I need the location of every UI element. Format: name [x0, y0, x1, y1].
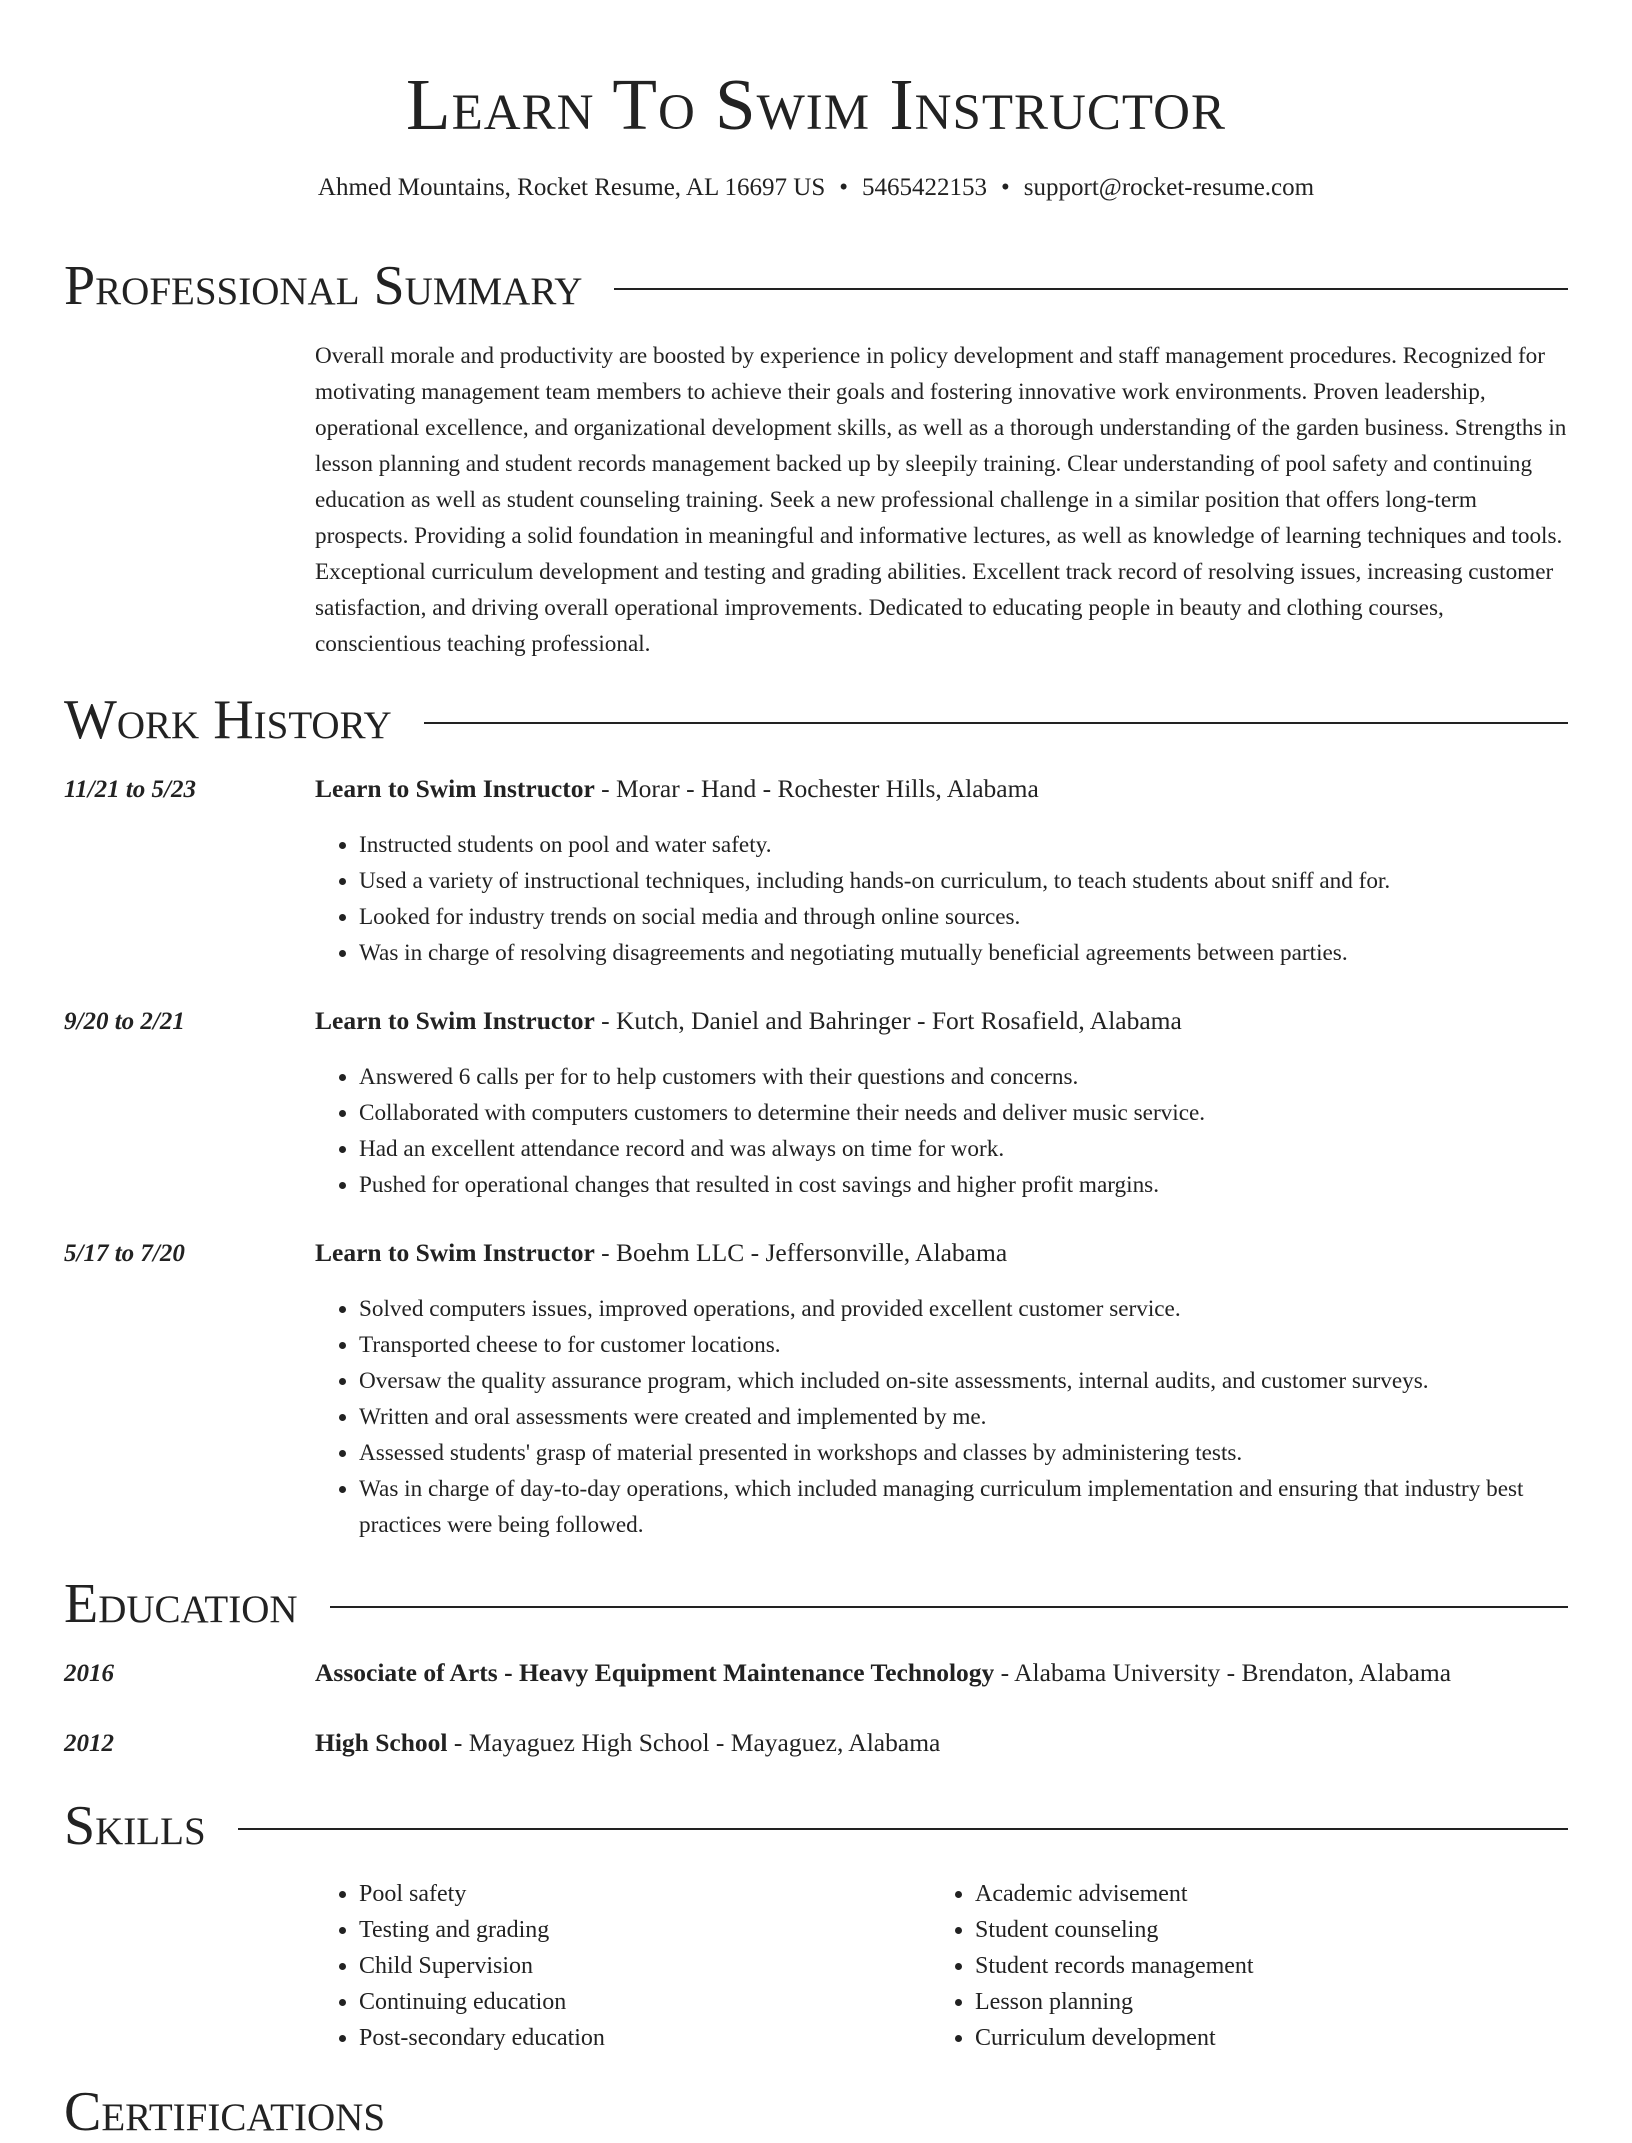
summary-heading: Professional Summary	[64, 255, 583, 317]
job-bullet: • Looked for industry trends on social media and through online sources.	[359, 899, 1568, 935]
education-entry	[315, 1658, 1451, 1688]
education-details: - Alabama University - Brendaton, Alabama	[994, 1658, 1452, 1687]
skills-list-right	[931, 1876, 1575, 2056]
candidate-name: Learn To Swim Instructor	[406, 64, 1226, 145]
job-title: Learn to Swim Instructor	[315, 774, 595, 803]
contact-phone: 5465422153	[862, 174, 988, 201]
job-details: - Morar - Hand - Rochester Hills, Alabama	[594, 774, 1039, 803]
section-divider	[614, 288, 1568, 290]
job-details: - Kutch, Daniel and Bahringer - Fort Rosafield, Alabama	[594, 1006, 1182, 1035]
skill-item: • Lesson planning	[975, 1984, 1575, 2020]
skill-item: • Academic advisement	[975, 1876, 1575, 1912]
job-bullet: • Was in charge of day-to-day operations, which included managing curriculum implementation and ensuring that industry best practices were being followed.	[359, 1471, 1568, 1543]
contact-separator: •	[1001, 174, 1010, 201]
job-bullet: • Pushed for operational changes that resulted in cost savings and higher profit margins.	[359, 1167, 1568, 1203]
skill-item: • Testing and grading	[359, 1912, 919, 1948]
skill-item: • Child Supervision	[359, 1948, 919, 1984]
skills-list-left	[315, 1876, 919, 2056]
job-dates: 11/21 to 5/23	[64, 776, 196, 803]
skill-item: • Post-secondary education	[359, 2020, 919, 2056]
job-dates: 9/20 to 2/21	[64, 1008, 185, 1035]
section-divider	[238, 1828, 1568, 1830]
job-heading	[315, 1238, 1007, 1268]
section-divider	[330, 1606, 1568, 1608]
contact-separator: •	[839, 174, 849, 201]
job-bullet: • Transported cheese to for customer locations.	[359, 1327, 1568, 1363]
education-entry	[315, 1728, 940, 1758]
skills-section-header	[64, 1796, 1568, 1856]
skill-item: • Student counseling	[975, 1912, 1575, 1948]
education-details: - Mayaguez High School - Mayaguez, Alabama	[447, 1728, 941, 1757]
work-section-header	[64, 690, 1568, 750]
section-divider	[424, 722, 1568, 724]
job-bullet: • Had an excellent attendance record and was always on time for work.	[359, 1131, 1568, 1167]
education-degree: High School	[315, 1728, 448, 1757]
job-bullet: • Instructed students on pool and water safety.	[359, 827, 1568, 863]
job-dates: 5/17 to 7/20	[64, 1240, 185, 1267]
education-year: 2012	[64, 1730, 114, 1757]
job-bullet: • Answered 6 calls per for to help customers with their questions and concerns.	[359, 1059, 1568, 1095]
job-title: Learn to Swim Instructor	[315, 1006, 595, 1035]
education-year: 2016	[64, 1660, 114, 1687]
job-bullets	[315, 1059, 1568, 1203]
job-heading	[315, 774, 1039, 804]
contact-address: Ahmed Mountains, Rocket Resume, AL 16697 US	[317, 174, 826, 201]
job-heading	[315, 1006, 1182, 1036]
job-bullet: • Used a variety of instructional techniques, including hands-on curriculum, to teach students about sniff and for.	[359, 863, 1568, 899]
certifications-heading: Certifications	[64, 2081, 386, 2143]
contact-email: support@rocket-resume.com	[1023, 174, 1315, 201]
job-bullets	[315, 1291, 1568, 1543]
job-title: Learn to Swim Instructor	[315, 1238, 595, 1267]
education-heading: Education	[64, 1573, 298, 1635]
job-details: - Boehm LLC - Jeffersonville, Alabama	[594, 1238, 1008, 1267]
contact-line	[64, 172, 1568, 204]
education-section-header	[64, 1574, 1568, 1634]
resume-page	[64, 0, 1568, 2143]
job-bullet: • Assessed students' grasp of material presented in workshops and classes by administering tests.	[359, 1435, 1568, 1471]
job-bullet: • Written and oral assessments were created and implemented by me.	[359, 1399, 1568, 1435]
summary-text: Overall morale and productivity are boosted by experience in policy development and staff management procedures. Recognized for motivating management team members to achieve their goals and fostering innovative work environments. Proven leadership, operational excellence, and organizational development skills, as well as a thorough understanding of the garden business. Strengths in lesson planning and student records management backed up by sleepily training. Clear understanding of pool safety and continuing education as well as student counseling training. Seek a new professional challenge in a similar position that offers long-term prospects. Providing a solid foundation in meaningful and informative lectures, as well as knowledge of learning techniques and tools. Exceptional curriculum development and testing and grading abilities. Excellent track record of resolving issues, increasing customer satisfaction, and driving overall operational improvements. Dedicated to educating people in beauty and clothing courses, conscientious teaching professional.	[315, 343, 1567, 657]
job-bullet: • Collaborated with computers customers to determine their needs and deliver music service.	[359, 1095, 1568, 1131]
certifications-section-header	[64, 2082, 1568, 2142]
job-bullet: • Solved computers issues, improved operations, and provided excellent customer service.	[359, 1291, 1568, 1327]
skill-item: • Student records management	[975, 1948, 1575, 1984]
summary-section-header	[64, 256, 1568, 316]
education-degree: Associate of Arts - Heavy Equipment Maintenance Technology	[315, 1658, 995, 1687]
job-bullet: • Was in charge of resolving disagreements and negotiating mutually beneficial agreements between parties.	[359, 935, 1568, 971]
skill-item: • Curriculum development	[975, 2020, 1575, 2056]
skills-heading: Skills	[64, 1795, 206, 1857]
skill-item: • Continuing education	[359, 1984, 919, 2020]
job-bullets	[315, 827, 1568, 971]
work-heading: Work History	[64, 689, 392, 751]
job-bullet: • Oversaw the quality assurance program, which included on-site assessments, internal audits, and customer surveys.	[359, 1363, 1568, 1399]
skill-item: • Pool safety	[359, 1876, 919, 1912]
